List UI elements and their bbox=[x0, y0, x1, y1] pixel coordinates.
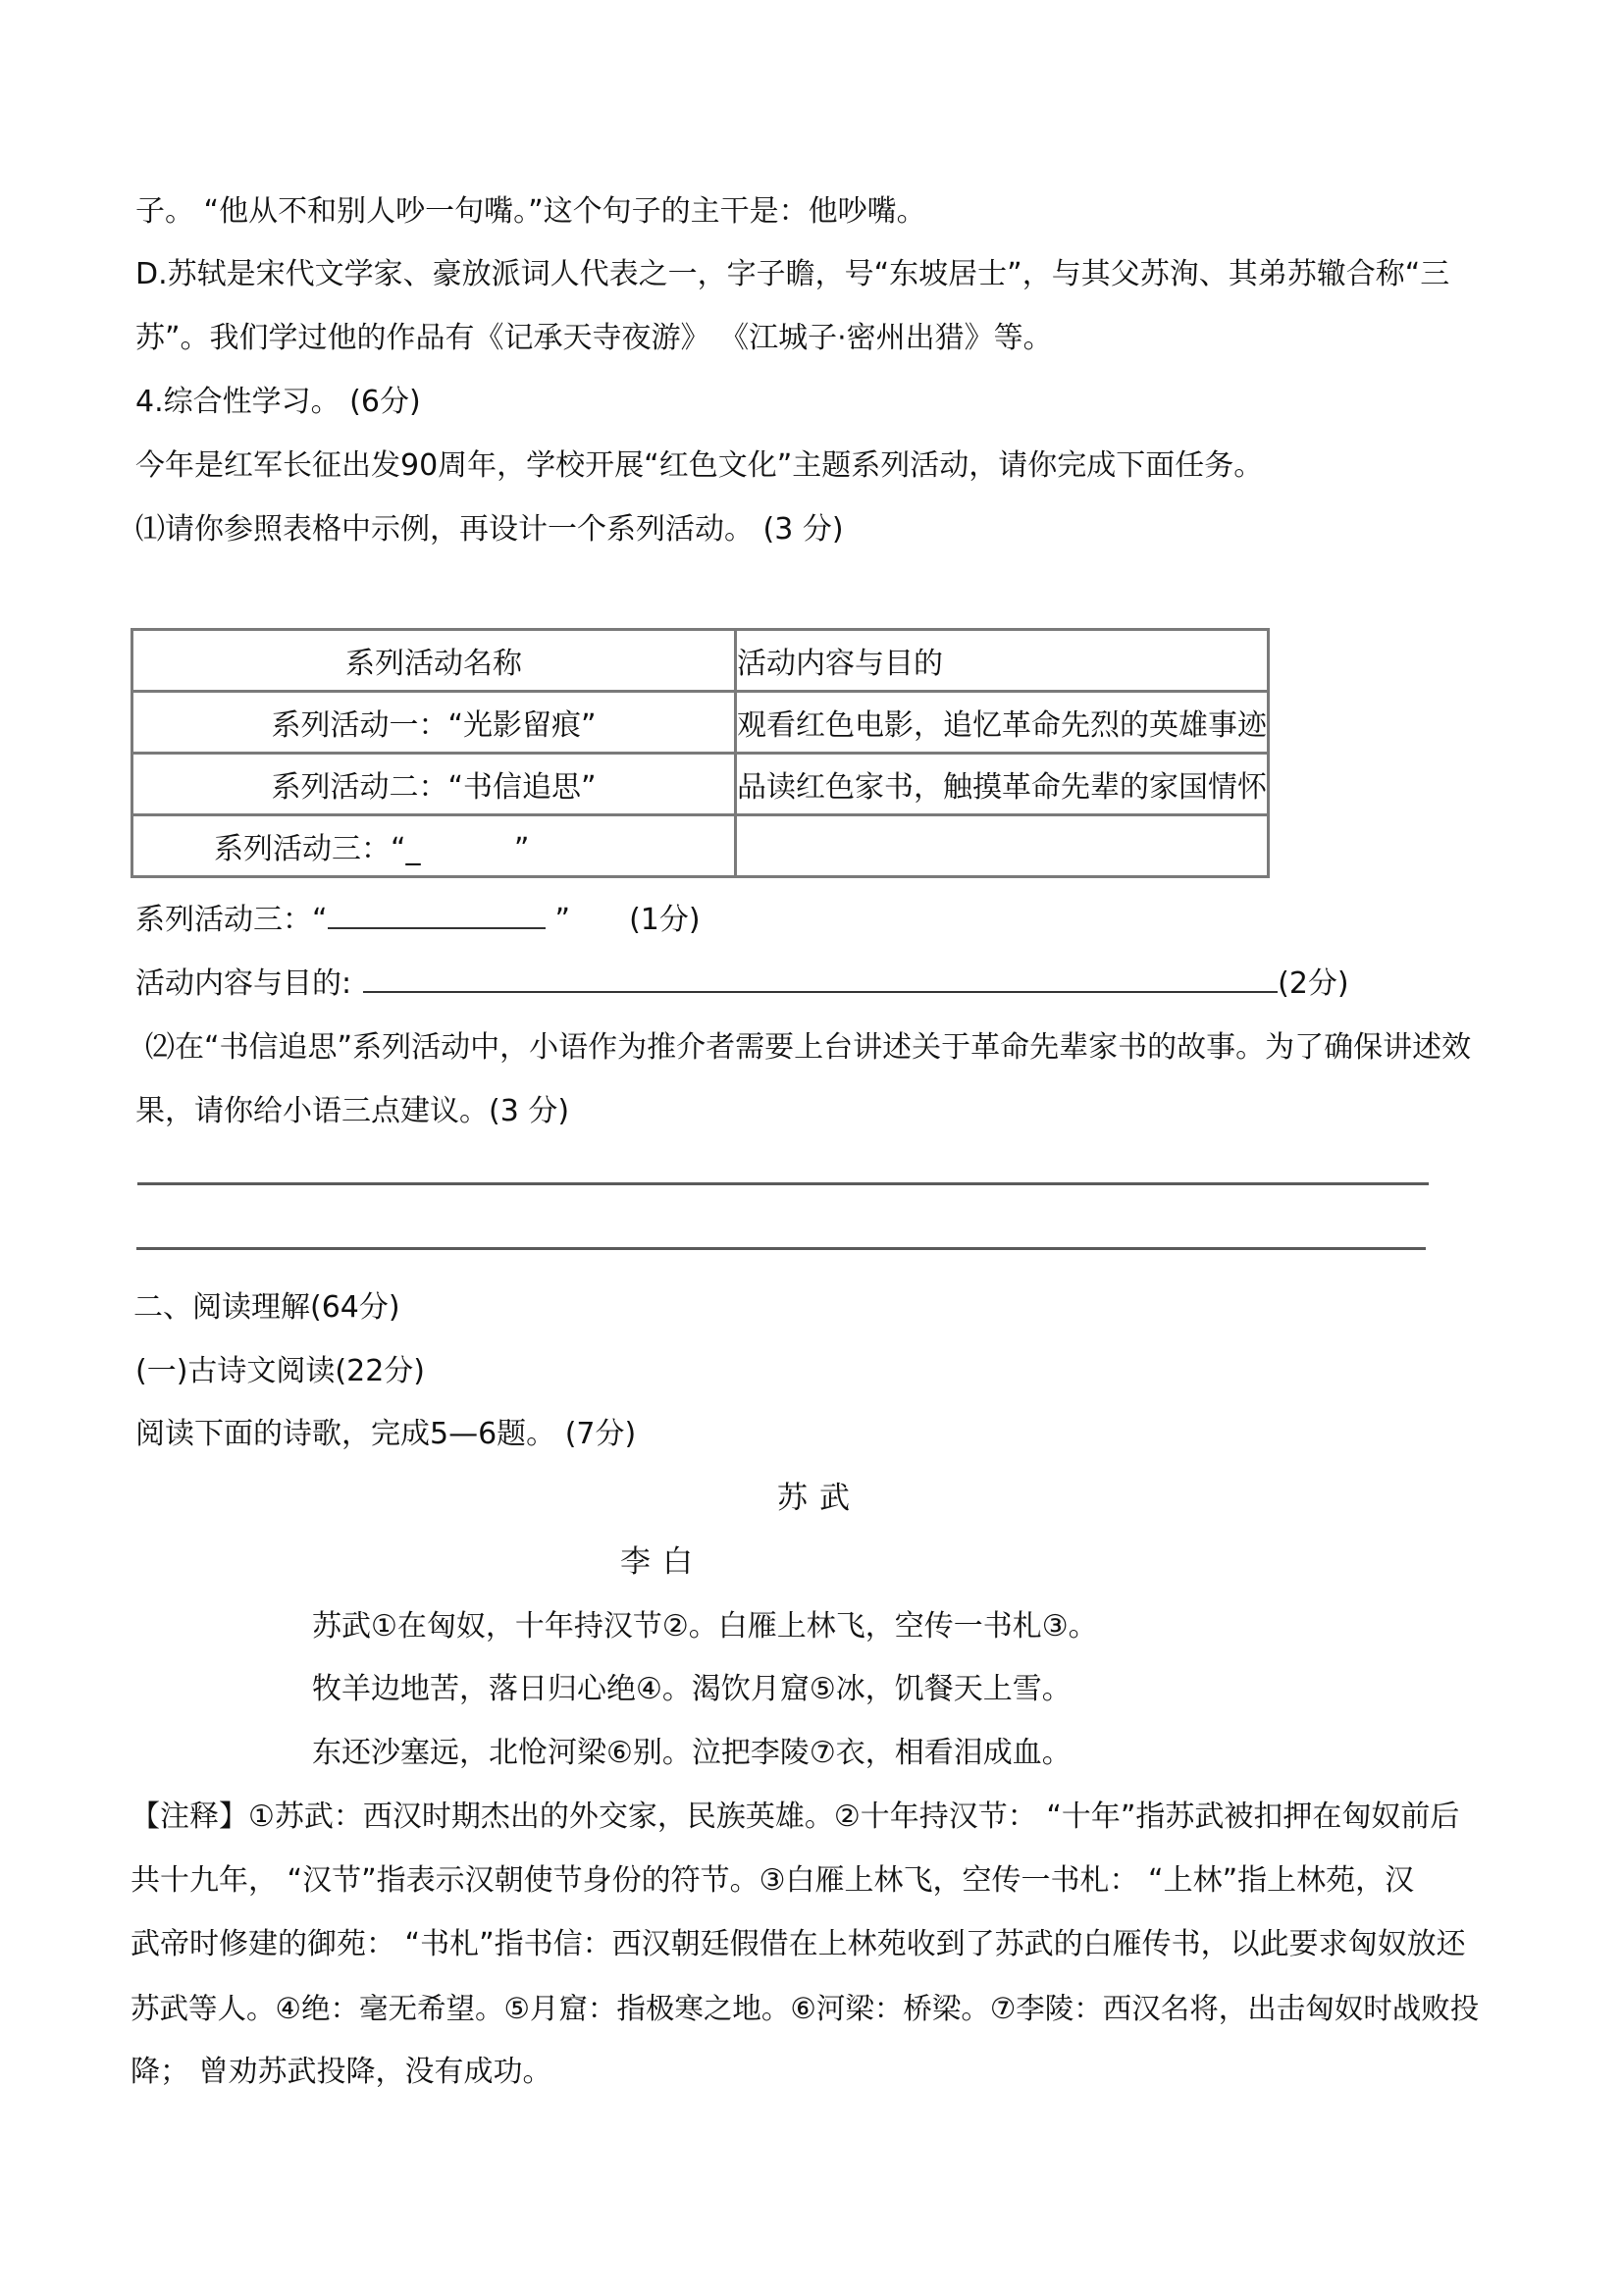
subsection-title: (一)古诗文阅读(22分) bbox=[135, 1354, 425, 1388]
poem-title: 苏武 bbox=[777, 1481, 862, 1516]
poem-line: 东还沙塞远，北怆河梁⑥别。泣把李陵⑦衣，相看泪成血。 bbox=[312, 1736, 1072, 1770]
table-row bbox=[132, 754, 1269, 815]
answer-content-line bbox=[135, 965, 1349, 1004]
answer-content-score: (2分) bbox=[1278, 966, 1349, 1001]
question-4-part2-line1: ⑵在“书信追思”系列活动中，小语作为推介者需要上台讲述关于革命先辈家书的故事。为了确保讲述效 bbox=[145, 1030, 1472, 1065]
answer-line-1[interactable] bbox=[137, 1182, 1429, 1185]
poem-line: 苏武①在匈奴，十年持汉节②。白雁上林飞，空传一书札③。 bbox=[312, 1609, 1098, 1644]
answer-name-blank[interactable] bbox=[328, 927, 546, 929]
activity-content-cell-empty[interactable] bbox=[736, 815, 1269, 877]
annotation-line: 【注释】①苏武：西汉时期杰出的外交家，民族英雄。②十年持汉节： “十年”指苏武被扣押在匈奴前后 bbox=[131, 1800, 1460, 1834]
poem-line: 牧羊边地苦，落日归心绝④。渴饮月窟⑤冰，饥餐天上雪。 bbox=[312, 1672, 1072, 1706]
answer-content-label: 活动内容与目的: bbox=[135, 966, 352, 1001]
activity-table bbox=[131, 628, 1270, 878]
option-d-line1: D.苏轼是宋代文学家、豪放派词人代表之一，字子瞻，号“东坡居士”，与其父苏洵、其弟苏辙合称“三 bbox=[135, 257, 1450, 291]
activity-content-cell: 观看红色电影，追忆革命先烈的英雄事迹 bbox=[736, 692, 1269, 754]
answer-name-score: (1分) bbox=[629, 903, 701, 937]
annotation-line: 共十九年， “汉节”指表示汉朝使节身份的符节。③白雁上林飞，空传一书札： “上林”指上林苑，汉 bbox=[131, 1863, 1415, 1898]
activity-content-cell: 品读红色家书，触摸革命先辈的家国情怀 bbox=[736, 754, 1269, 815]
table-header-content: 活动内容与目的 bbox=[736, 630, 1269, 692]
activity-name-cell: 系列活动二：“书信追思” bbox=[132, 754, 736, 815]
table-header-row bbox=[132, 630, 1269, 692]
table-row bbox=[132, 692, 1269, 754]
question-4-intro: 今年是红军长征出发90周年，学校开展“红色文化”主题系列活动，请你完成下面任务。 bbox=[135, 448, 1264, 483]
annotation-line: 武帝时修建的御苑： “书札”指书信：西汉朝廷假借在上林苑收到了苏武的白雁传书，以此要求匈奴放还 bbox=[131, 1927, 1466, 1961]
annotation-line: 降； 曾劝苏武投降，没有成功。 bbox=[131, 2055, 552, 2089]
table-row bbox=[132, 815, 1269, 877]
annotation-line: 苏武等人。④绝：毫无希望。⑤月窟：指极寒之地。⑥河梁：桥梁。⑦李陵：西汉名将，出击匈奴时战败投 bbox=[131, 1992, 1480, 2025]
table-header-name: 系列活动名称 bbox=[132, 630, 736, 692]
poem-author: 李白 bbox=[620, 1544, 705, 1580]
activity-name-cell: 系列活动一：“光影留痕” bbox=[132, 692, 736, 754]
answer-content-blank[interactable] bbox=[363, 991, 1278, 993]
answer-name-line bbox=[135, 901, 701, 940]
section-2-title: 二、阅读理解(64分) bbox=[133, 1290, 400, 1325]
activity-name-cell: 系列活动三：“_ ” bbox=[132, 815, 736, 877]
reading-instruction: 阅读下面的诗歌，完成5—6题。 (7分) bbox=[135, 1417, 637, 1451]
option-c-continuation: 子。 “他从不和别人吵一句嘴。”这个句子的主干是：他吵嘴。 bbox=[135, 194, 926, 229]
question-4-part1: ⑴请你参照表格中示例，再设计一个系列活动。 (3 分) bbox=[135, 512, 844, 547]
question-4-part2-line2: 果，请你给小语三点建议。(3 分) bbox=[135, 1094, 570, 1128]
answer-name-prefix: 系列活动三：“ bbox=[135, 903, 328, 937]
answer-line-2[interactable] bbox=[136, 1247, 1426, 1250]
answer-name-suffix: ” bbox=[554, 903, 571, 937]
question-4-title: 4.综合性学习。 (6分) bbox=[135, 385, 421, 419]
option-d-line2: 苏”。我们学过他的作品有《记承天寺夜游》 《江城子·密州出猎》等。 bbox=[135, 321, 1053, 355]
